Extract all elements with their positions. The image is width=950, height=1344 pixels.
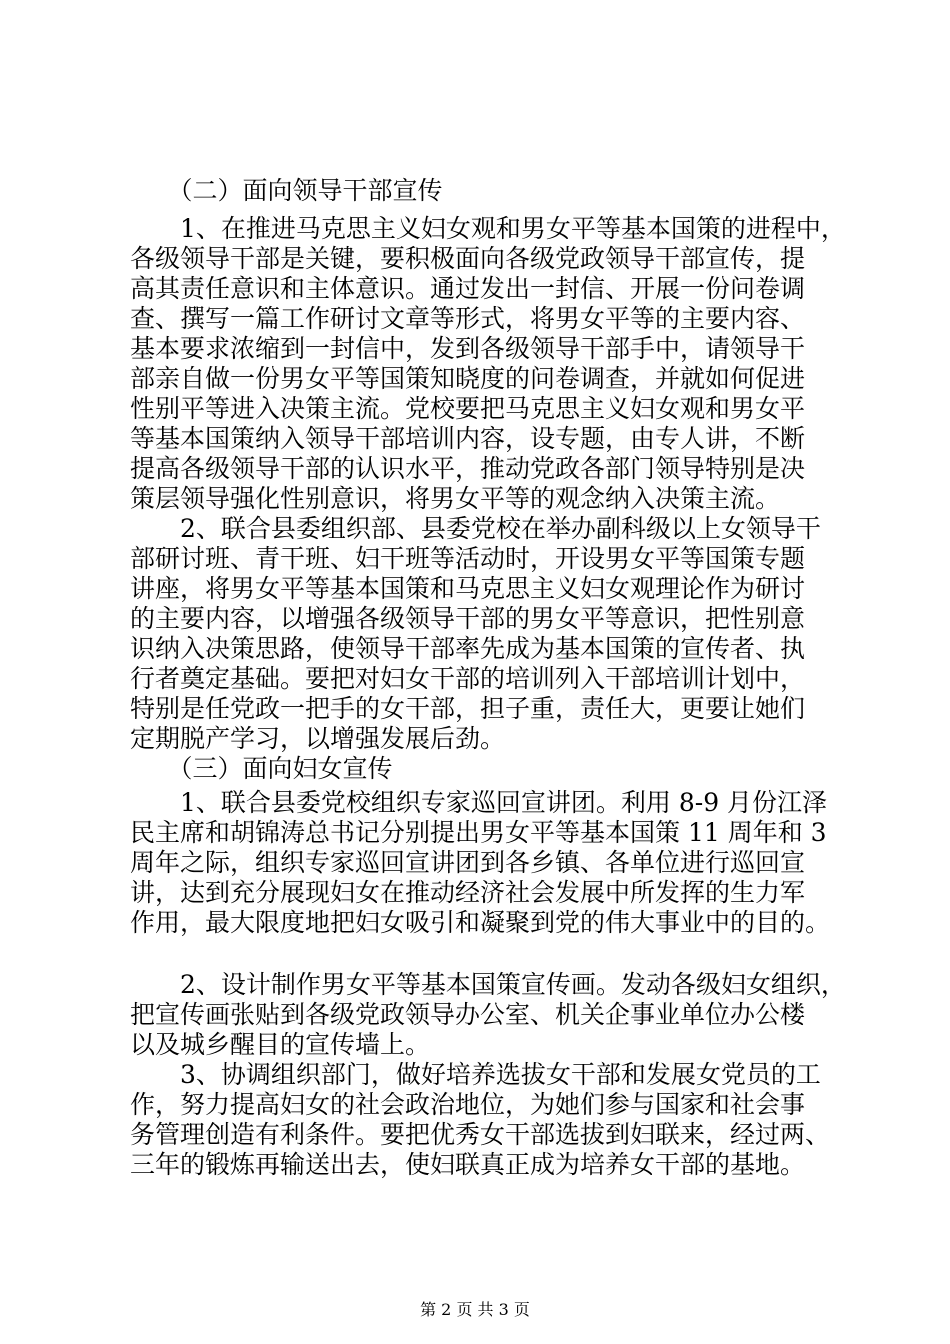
text-line: 把宣传画张贴到各级党政领导办公室、机关企事业单位办公楼 (130, 1000, 806, 1029)
text-line: 1、在推进马克思主义妇女观和男女平等基本国策的进程中， (130, 214, 846, 243)
text-line: 查、撰写一篇工作研讨文章等形式，将男女平等的主要内容、 (130, 304, 806, 333)
text-line: 性别平等进入决策主流。党校要把马克思主义妇女观和男女平 (130, 394, 806, 423)
text-line: 部亲自做一份男女平等国策知晓度的问卷调查，并就如何促进 (130, 364, 806, 393)
section-heading-women: （三）面向妇女宣传 (130, 754, 393, 783)
text-line: 1、联合县委党校组织专家巡回宣讲团。利用 8-9 月份江泽 (130, 788, 828, 817)
text-line: 周年之际，组织专家巡回宣讲团到各乡镇、各单位进行巡回宣 (130, 848, 806, 877)
text-line: 作，努力提高妇女的社会政治地位，为她们参与国家和社会事 (130, 1090, 806, 1119)
text-line: 基本要求浓缩到一封信中，发到各级领导干部手中，请领导干 (130, 334, 806, 363)
page-number-footer: 第 2 页 共 3 页 (420, 1300, 530, 1319)
text-line: 三年的锻炼再输送出去，使妇联真正成为培养女干部的基地。 (130, 1150, 806, 1179)
text-line: 作用，最大限度地把妇女吸引和凝聚到党的伟大事业中的目的。 (130, 908, 831, 937)
text-line: 2、联合县委组织部、县委党校在举办副科级以上女领导干 (130, 514, 821, 543)
text-line: 讲，达到充分展现妇女在推动经济社会发展中所发挥的生力军 (130, 878, 806, 907)
text-line: 民主席和胡锦涛总书记分别提出男女平等基本国策 11 周年和 3 (130, 818, 827, 847)
text-line: 以及城乡醒目的宣传墙上。 (130, 1030, 431, 1059)
text-line: 3、协调组织部门，做好培养选拔女干部和发展女党员的工 (130, 1060, 821, 1089)
text-line: 讲座，将男女平等基本国策和马克思主义妇女观理论作为研讨 (130, 574, 806, 603)
text-line: 策层领导强化性别意识，将男女平等的观念纳入决策主流。 (130, 484, 781, 513)
text-line: 2、设计制作男女平等基本国策宣传画。发动各级妇女组织， (130, 970, 846, 999)
text-line: 定期脱产学习，以增强发展后劲。 (130, 724, 506, 753)
text-line: 部研讨班、青干班、妇干班等活动时，开设男女平等国策专题 (130, 544, 806, 573)
text-line: 各级领导干部是关键，要积极面向各级党政领导干部宣传，提 (130, 244, 806, 273)
text-line: 高其责任意识和主体意识。通过发出一封信、开展一份问卷调 (130, 274, 806, 303)
section-heading-leaders: （二）面向领导干部宣传 (130, 176, 443, 205)
text-line: 等基本国策纳入领导干部培训内容，设专题，由专人讲，不断 (130, 424, 806, 453)
text-line: 提高各级领导干部的认识水平，推动党政各部门领导特别是决 (130, 454, 806, 483)
text-line: 行者奠定基础。要把对妇女干部的培训列入干部培训计划中， (130, 664, 806, 693)
text-line: 的主要内容，以增强各级领导干部的男女平等意识，把性别意 (130, 604, 806, 633)
text-line: 特别是任党政一把手的女干部，担子重，责任大，更要让她们 (130, 694, 806, 723)
text-line: 识纳入决策思路，使领导干部率先成为基本国策的宣传者、执 (130, 634, 806, 663)
text-line: 务管理创造有利条件。要把优秀女干部选拔到妇联来，经过两、 (130, 1120, 831, 1149)
